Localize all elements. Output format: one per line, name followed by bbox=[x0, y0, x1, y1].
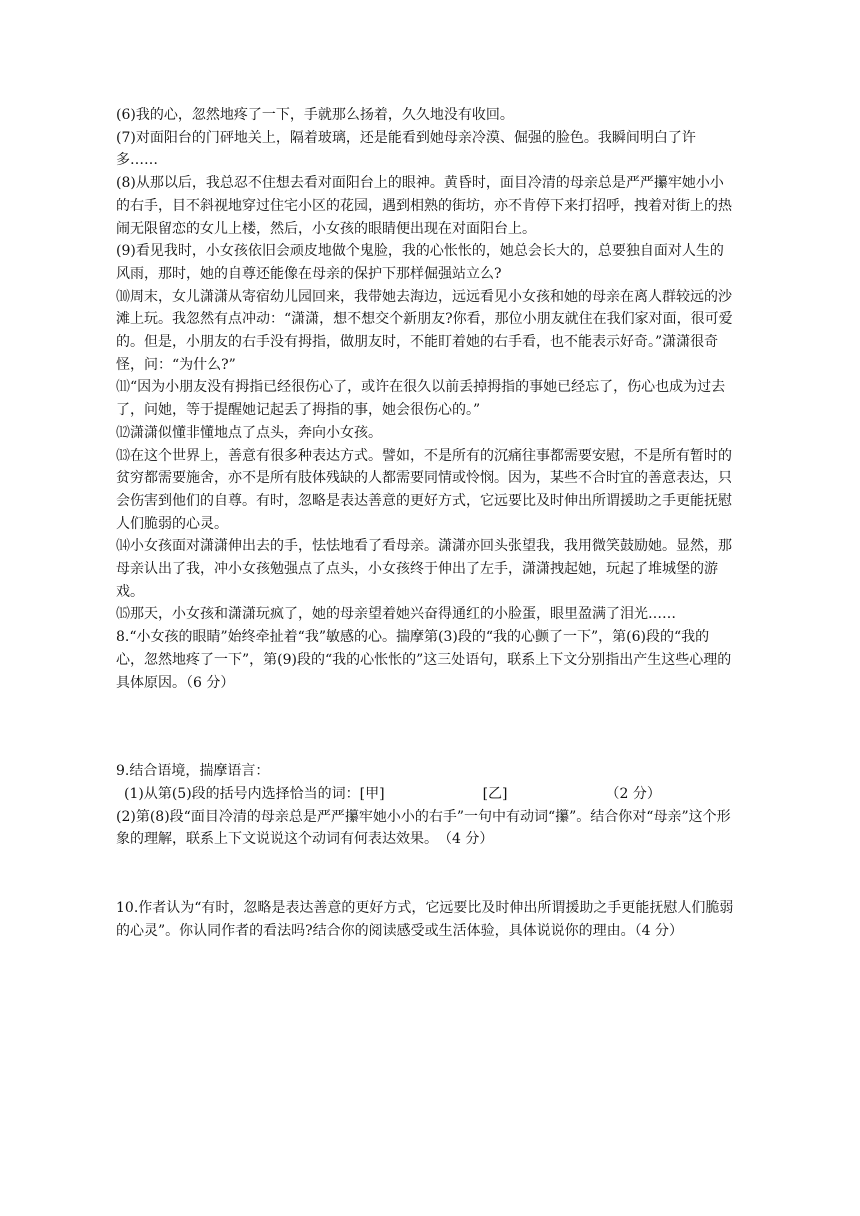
question-9-sub1 bbox=[116, 783, 736, 806]
paragraph-8: (8)从那以后，我总忍不住想去看对面阳台上的眼神。黄昏时，面目冷清的母亲总是严严攥牢她小小的右手，目不斜视地穿过住宅小区的花园，遇到相熟的街坊，亦不肯停下来打招呼，拽着对街上的热闹无限留恋的女儿上楼，然后，小女孩的眼睛便出现在对面阳台上。 bbox=[116, 175, 732, 237]
question-9-title: 9.结合语境，揣摩语言： bbox=[116, 763, 270, 780]
question-9-sub1-prefix: (1)从第(5)段的括号内选择恰当的词：[甲] bbox=[124, 785, 385, 802]
question-9-sub1-yi: [乙] bbox=[482, 785, 508, 802]
paragraph-12: ⑿潇潇似懂非懂地点了点头，奔向小女孩。 bbox=[116, 424, 382, 441]
paragraph-13: ⒀在这个世界上，善意有很多种表达方式。譬如，不是所有的沉痛往事都需要安慰，不是所有暂时的贫穷都需要施舍，亦不是所有肢体残缺的人都需要同情或怜悯。因为，某些不合时宜的善意表达，只会伤害到他们的自尊。有时，忽略是表达善意的更好方式，它远要比及时伸出所谓援助之手更能抚慰人们脆弱的心灵。 bbox=[116, 447, 732, 532]
answer-space-q9 bbox=[116, 851, 736, 897]
paragraph-7: (7)对面阳台的门砰地关上，隔着玻璃，还是能看到她母亲冷漠、倔强的脸色。我瞬间明白了许多…… bbox=[116, 129, 696, 169]
paragraph-10: ⑽周末，女儿潇潇从寄宿幼儿园回来，我带她去海边，远远看见小女孩和她的母亲在离人群较远的沙滩上玩。我忽然有点冲动：“潇潇，想不想交个新朋友?你看，那位小朋友就住在我们家对面，很可爱的。但是，小朋友的右手没有拇指，做朋友时，不能盯着她的右手看，也不能表示好奇。”潇潇很奇怪，问：“为什么?” bbox=[116, 288, 733, 373]
paragraph-9: (9)看见我时，小女孩依旧会顽皮地做个鬼脸，我的心怅怅的，她总会长大的，总要独自面对人生的风雨，那时，她的自尊还能像在母亲的保护下那样倔强站立么? bbox=[116, 243, 724, 282]
paragraph-11: ⑾“因为小朋友没有拇指已经很伤心了，或许在很久以前丢掉拇指的事她已经忘了，伤心也成为过去了，问她，等于提醒她记起丢了拇指的事，她会很伤心的。” bbox=[116, 379, 726, 419]
paragraph-6: (6)我的心，忽然地疼了一下，手就那么扬着，久久地没有收回。 bbox=[116, 107, 514, 123]
answer-space-q8 bbox=[116, 694, 736, 760]
question-9-sub1-score: （2 分） bbox=[605, 785, 661, 802]
question-9-sub2: (2)第(8)段“面目冷清的母亲总是严严攥牢她小小的右手”一句中有动词“攥”。结合你对“母亲”这个形象的理解，联系上下文说说这个动词有何表达效果。 （4 分） bbox=[116, 808, 731, 848]
question-10: 10.作者认为“有时，忽略是表达善意的更好方式，它远要比及时伸出所谓援助之手更能抚慰人们脆弱的心灵”。你认同作者的看法吗?结合你的阅读感受或生活体验，具体说说你的理由。（4 分） bbox=[116, 900, 734, 939]
paragraph-14: ⒁小女孩面对潇潇伸出去的手，怯怯地看了看母亲。潇潇亦回头张望我，我用微笑鼓励她。显然，那母亲认出了我，冲小女孩勉强点了点头，小女孩终于伸出了左手，潇潇拽起她，玩起了堆城堡的游戏。 bbox=[116, 538, 732, 600]
document-body bbox=[116, 104, 736, 943]
question-8: 8.“小女孩的眼睛”始终牵扯着“我”敏感的心。揣摩第(3)段的“我的心颤了一下”，第(6)段的“我的心，忽然地疼了一下”，第(9)段的“我的心怅怅的”这三处语句，联系上下文分别指出产生这些心理的具体原因。（6 分） bbox=[116, 629, 732, 691]
paragraph-15: ⒂那天，小女孩和潇潇玩疯了，她的母亲望着她兴奋得通红的小脸蛋，眼里盈满了泪光…… bbox=[116, 606, 676, 623]
